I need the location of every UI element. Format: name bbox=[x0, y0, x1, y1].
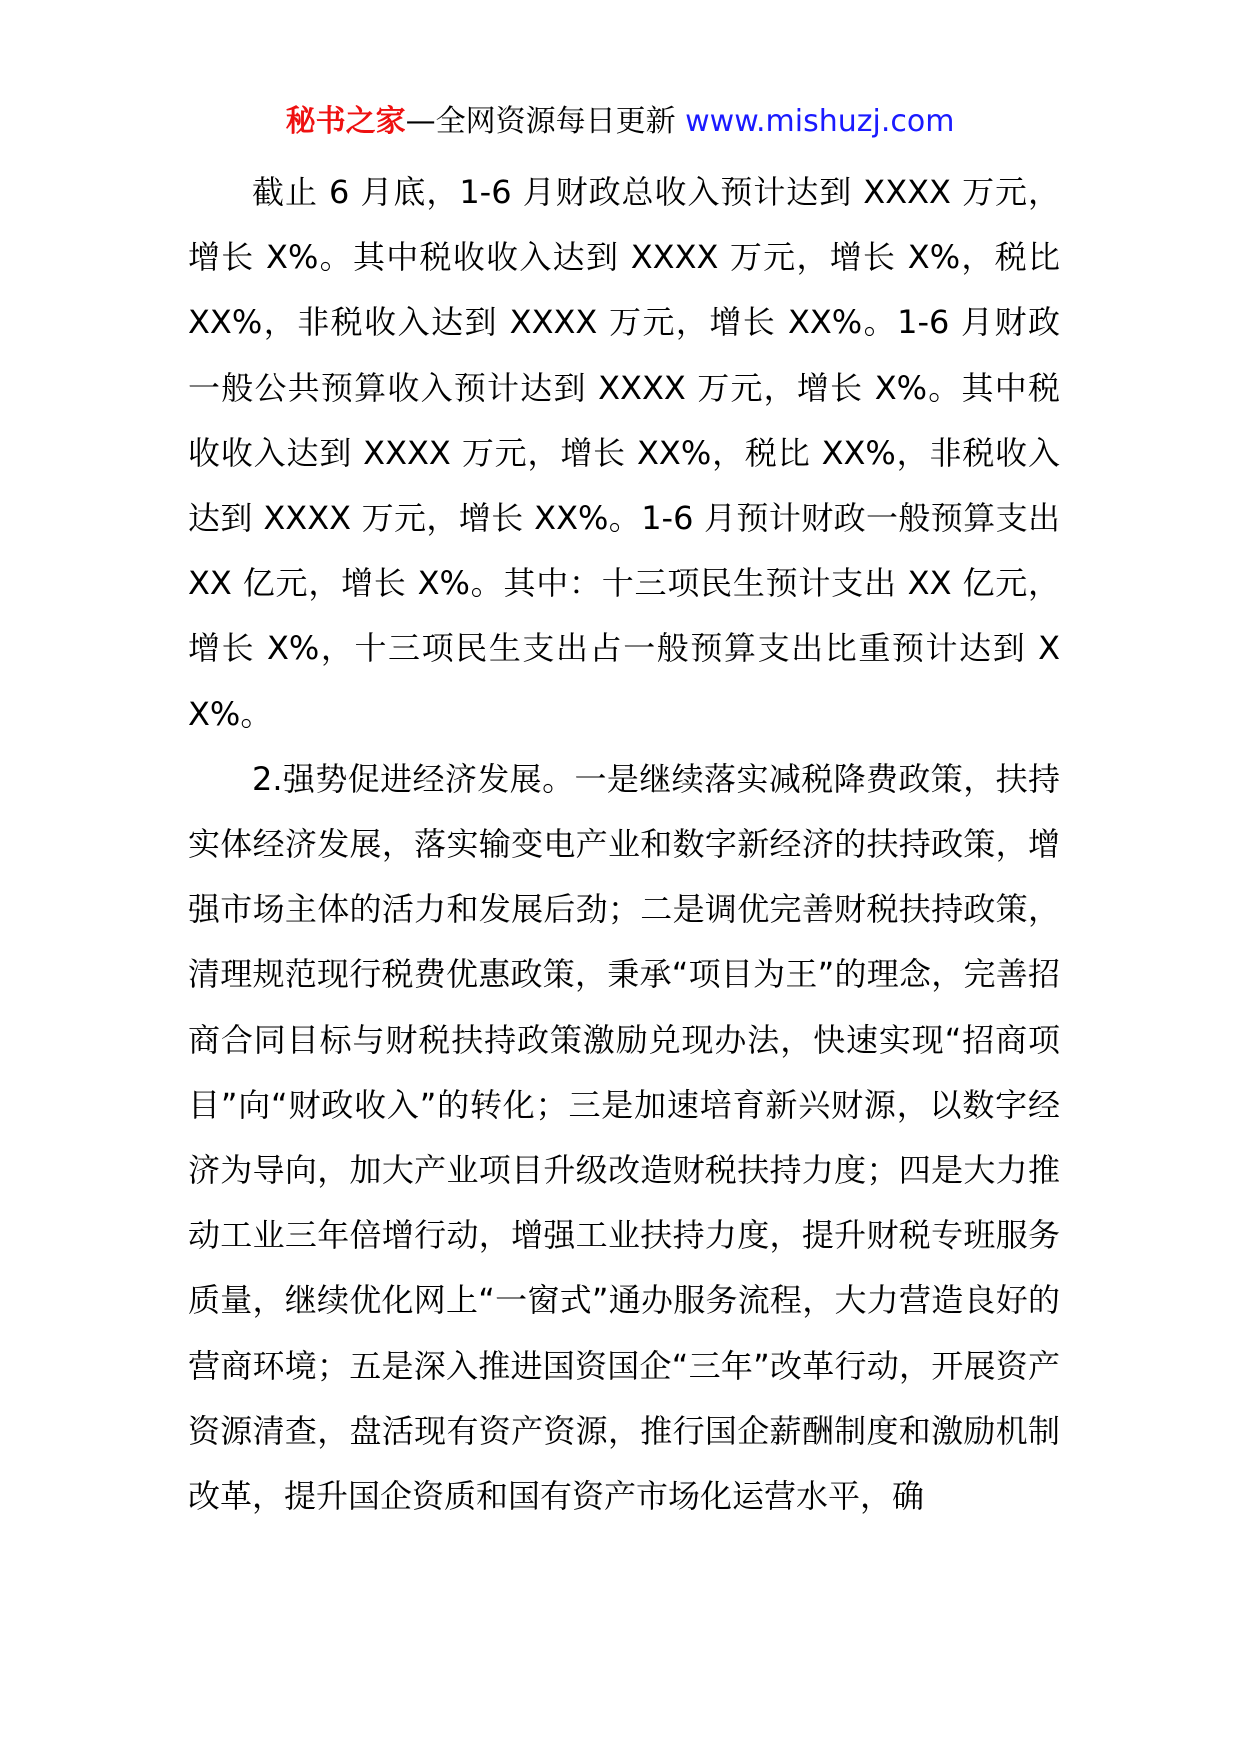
paragraph-economic-development: 2.强势促进经济发展。一是继续落实减税降费政策，扶持实体经济发展，落实输变电产业和数字新经济的扶持政策，增强市场主体的活力和发展后劲；二是调优完善财税扶持政策，清理规范现行税费优惠政策，秉承“项目为王”的理念，完善招商合同目标与财税扶持政策激励兑现办法，快速实现“招商项目”向“财政收入”的转化；三是加速培育新兴财源，以数字经济为导向，加大产业项目升级改造财税扶持力度；四是大力推动工业三年倍增行动，增强工业扶持力度，提升财税专班服务质量，继续优化网上“一窗式”通办服务流程，大力营造良好的营商环境；五是深入推进国资国企“三年”改革行动，开展资产资源清查，盘活现有资产资源，推行国企薪酬制度和激励机制改革，提升国企资质和国有资产市场化运营水平，确 bbox=[188, 759, 1060, 1516]
document-body bbox=[188, 160, 1060, 1529]
site-brand: 秘书之家 bbox=[285, 104, 406, 139]
site-url: www.mishuzj.com bbox=[685, 104, 955, 139]
site-tagline: —全网资源每日更新 bbox=[405, 104, 686, 139]
paragraph-revenue-summary: 截止 6 月底，1-6 月财政总收入预计达到 XXXX 万元，增长 X%。其中税收收入达到 XXXX 万元，增长 X%，税比 XX%，非税收入达到 XXXX 万元，增长 XX%。1-6 月财政一般公共预算收入预计达到 XXXX 万元，增长 X%。其中税收收入达到 XXXX 万元，增长 XX%，税比 XX%，非税收入达到 XXXX 万元，增长 XX%。1-6 月预计财政一般预算支出 XX 亿元，增长 X%。其中：十三项民生预计支出 XX 亿元，增长 X%，十三项民生支出占一般预算支出比重预计达到 XX%。 bbox=[188, 173, 1060, 733]
site-header bbox=[0, 100, 1240, 144]
